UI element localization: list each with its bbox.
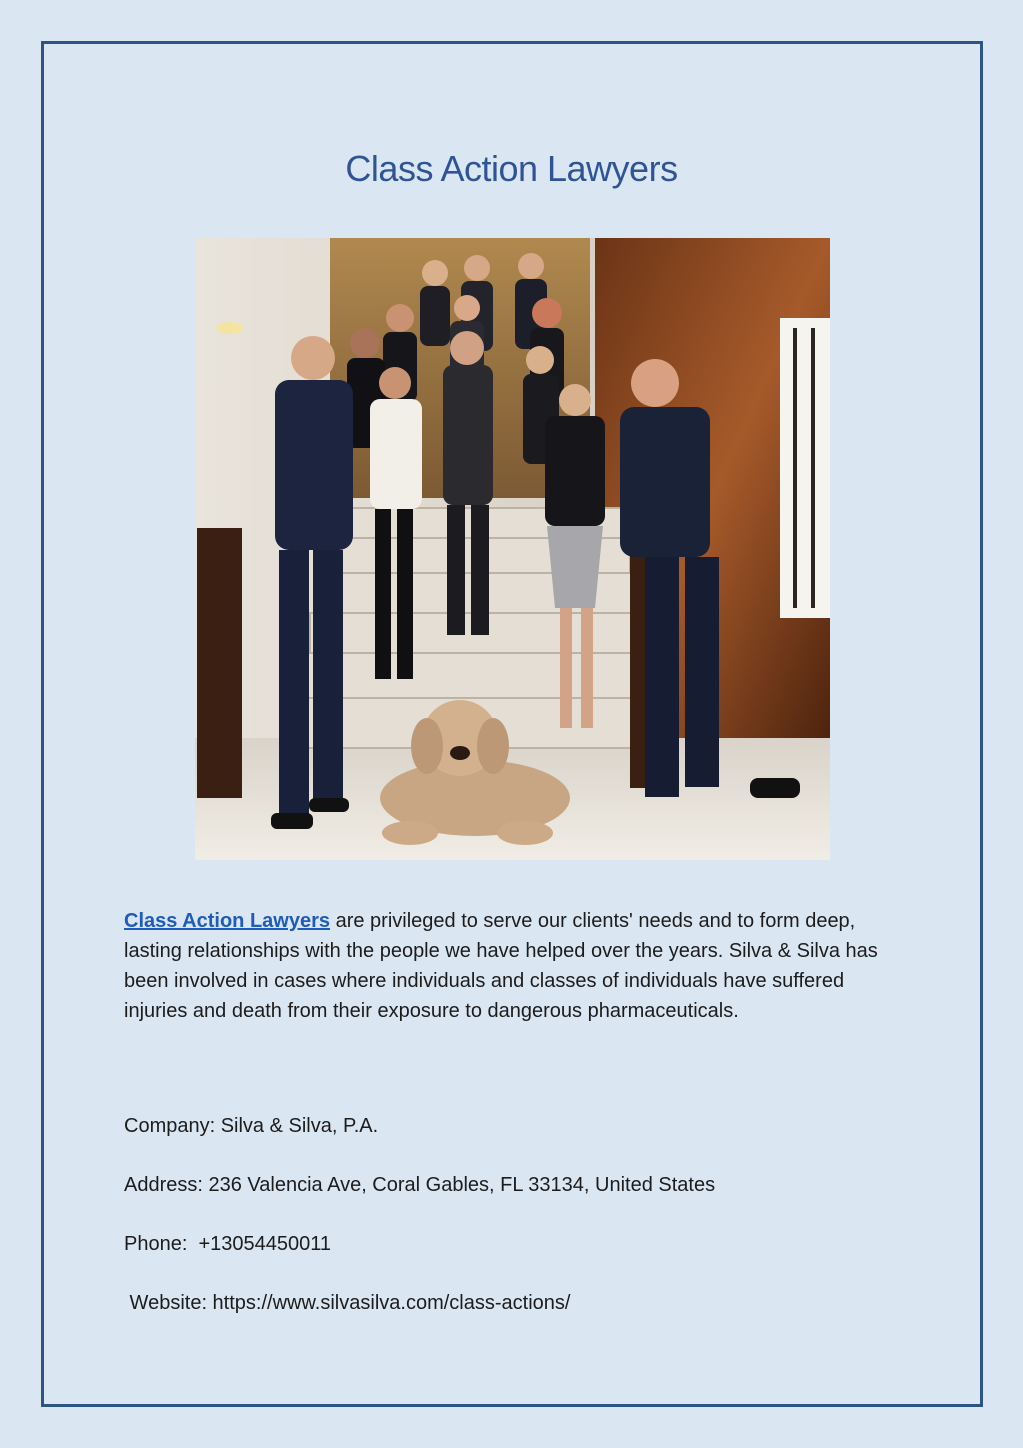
page-title: Class Action Lawyers bbox=[345, 148, 678, 189]
team-photo bbox=[195, 238, 830, 860]
team-photo-illustration bbox=[195, 238, 830, 860]
company-line: Company: Silva & Silva, P.A. bbox=[124, 1115, 379, 1137]
address-line: Address: 236 Valencia Ave, Coral Gables, FL 33134, United States bbox=[124, 1174, 716, 1196]
intro-paragraph bbox=[124, 906, 904, 1026]
intro-text: are privileged to serve our clients' needs and to form deep, lasting relationships with the people we have helped over the years. Silva & Silva has been involved in cases where individuals and classes of individuals have suffered injuries and death from their exposure to dangerous pharmaceuticals. bbox=[124, 910, 878, 1022]
phone-line: Phone: +13054450011 bbox=[124, 1233, 332, 1255]
class-action-lawyers-link[interactable]: Class Action Lawyers bbox=[124, 910, 331, 932]
website-line: Website: https://www.silvasilva.com/class-actions/ bbox=[124, 1292, 571, 1314]
